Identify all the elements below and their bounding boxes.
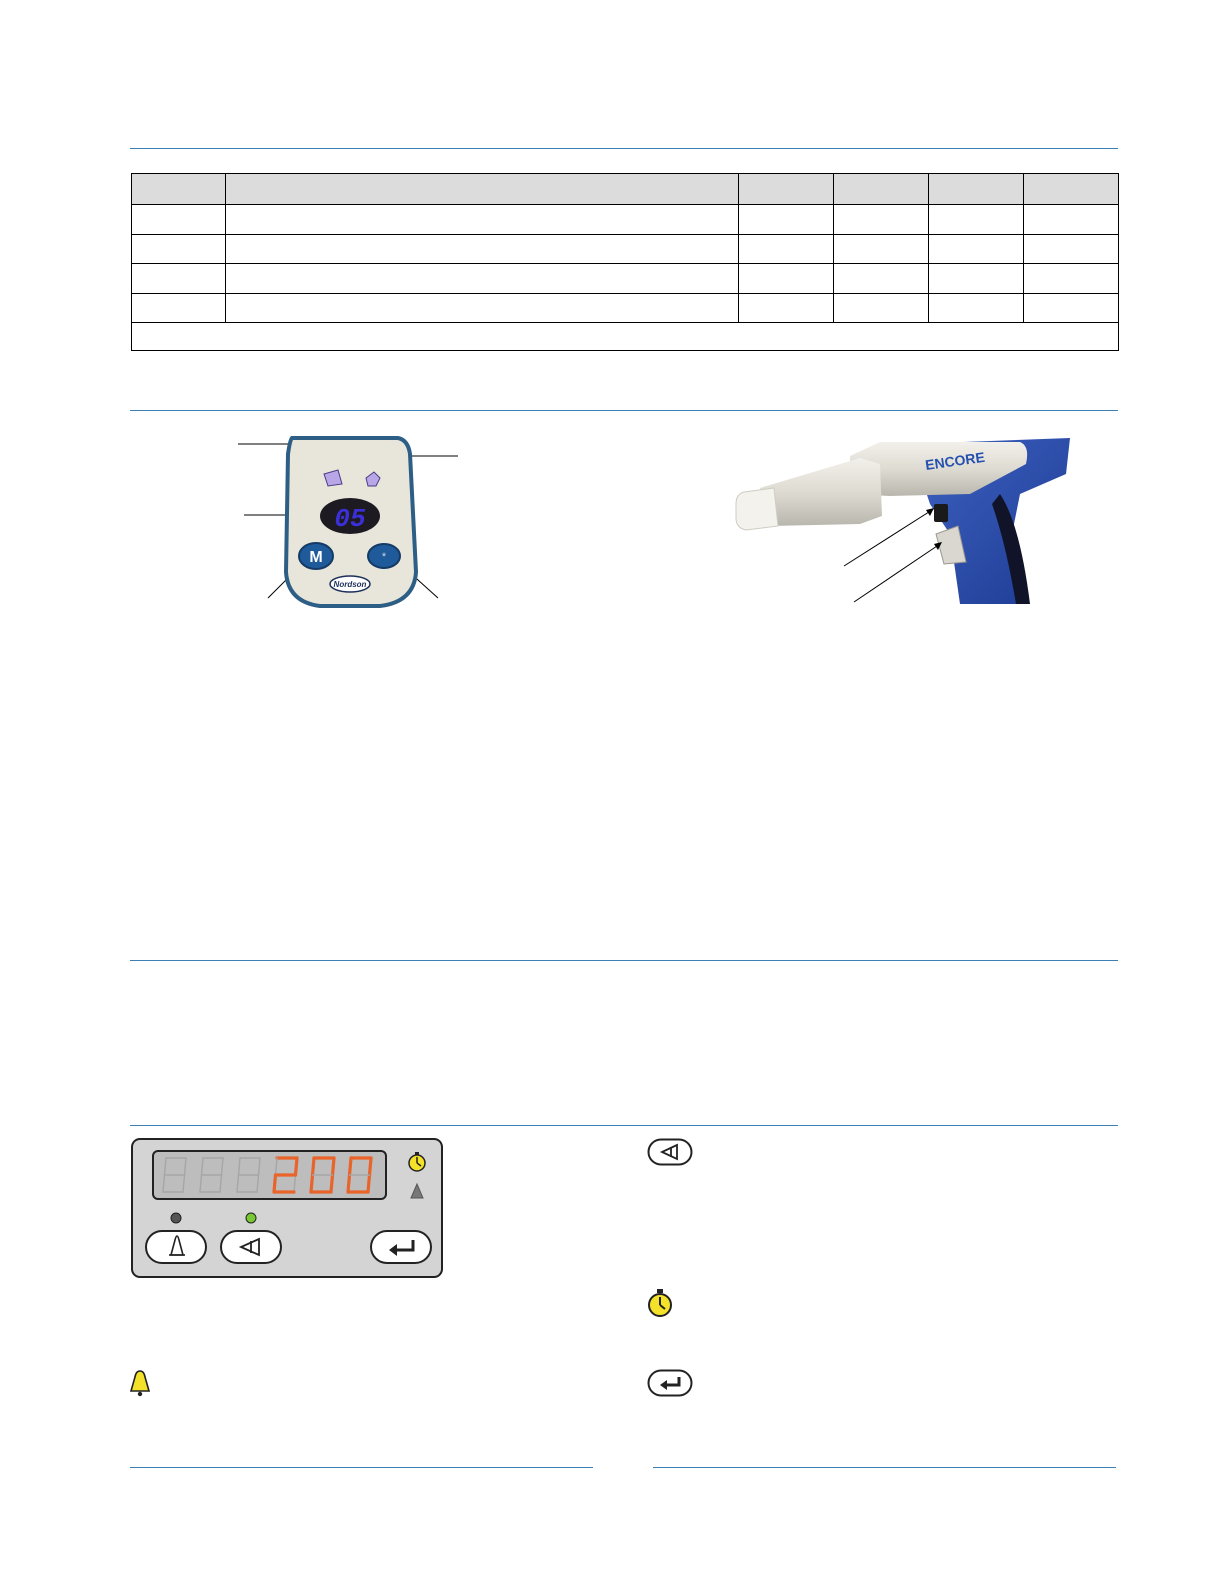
alarm-led bbox=[171, 1213, 181, 1223]
table-cell bbox=[834, 293, 929, 323]
table-cell bbox=[1024, 234, 1119, 264]
table-row bbox=[132, 264, 1119, 294]
table-cell bbox=[225, 234, 738, 264]
table-cell bbox=[132, 234, 226, 264]
gun-nozzle bbox=[736, 488, 778, 530]
section-rule bbox=[130, 1125, 1118, 1126]
table-cell bbox=[834, 234, 929, 264]
spray-gun-illustration bbox=[730, 434, 1080, 609]
table-cell bbox=[225, 205, 738, 235]
alarm-bell-icon bbox=[128, 1369, 152, 1397]
manual-trigger-key-icon bbox=[647, 1138, 693, 1166]
table-cell bbox=[1024, 205, 1119, 235]
enter-key-icon bbox=[647, 1369, 693, 1397]
table-header-cell bbox=[225, 174, 738, 205]
table-cell bbox=[739, 205, 834, 235]
controller-panel bbox=[131, 1138, 443, 1278]
enter-key[interactable] bbox=[371, 1231, 431, 1263]
gun-readout-text: 05 bbox=[334, 504, 366, 534]
section-rule bbox=[130, 148, 1118, 149]
digit-segment bbox=[274, 1175, 276, 1192]
section-rule bbox=[130, 410, 1118, 411]
digit-segment bbox=[333, 1158, 335, 1175]
table-header-cell bbox=[929, 174, 1024, 205]
digit-segment bbox=[370, 1158, 372, 1175]
table-cell bbox=[739, 234, 834, 264]
gun-brand-text: ENCORE bbox=[924, 448, 986, 473]
manual-key[interactable] bbox=[221, 1231, 281, 1263]
table-footer-row bbox=[132, 323, 1119, 351]
table-cell bbox=[739, 264, 834, 294]
digit-segment bbox=[296, 1158, 298, 1175]
data-table bbox=[131, 173, 1119, 351]
table-cell bbox=[132, 293, 226, 323]
table-cell bbox=[739, 293, 834, 323]
table-row bbox=[132, 205, 1119, 235]
table-cell bbox=[132, 205, 226, 235]
table-cell bbox=[225, 293, 738, 323]
timer-icon bbox=[646, 1288, 674, 1318]
alarm-key[interactable] bbox=[146, 1231, 206, 1263]
table-cell bbox=[834, 264, 929, 294]
table-cell bbox=[834, 205, 929, 235]
table-cell bbox=[1024, 264, 1119, 294]
digit-segment bbox=[348, 1175, 350, 1192]
table-cell bbox=[1024, 293, 1119, 323]
table-row bbox=[132, 293, 1119, 323]
digit-segment bbox=[311, 1175, 313, 1192]
table-header-cell bbox=[739, 174, 834, 205]
table-row bbox=[132, 234, 1119, 264]
table-cell bbox=[225, 264, 738, 294]
mode-button-label: M bbox=[309, 549, 323, 566]
gun-trigger-button[interactable] bbox=[934, 504, 948, 522]
gun-display-illustration bbox=[230, 432, 470, 612]
nordson-logo-text: Nordson bbox=[333, 580, 367, 589]
table-header-row bbox=[132, 174, 1119, 205]
manual-led bbox=[246, 1213, 256, 1223]
footer-rule-left bbox=[130, 1467, 593, 1468]
digit-segment bbox=[313, 1158, 315, 1175]
section-rule bbox=[130, 960, 1118, 961]
table-header-cell bbox=[132, 174, 226, 205]
digit-segment bbox=[368, 1175, 370, 1192]
digit-segment bbox=[350, 1158, 352, 1175]
digit-segment bbox=[331, 1175, 333, 1192]
table-header-cell bbox=[1024, 174, 1119, 205]
table-footer-cell bbox=[132, 323, 1119, 351]
table-cell bbox=[929, 205, 1024, 235]
gun-barrel bbox=[760, 458, 882, 526]
table-cell bbox=[929, 293, 1024, 323]
table-cell bbox=[929, 234, 1024, 264]
controller-panel-graphic bbox=[131, 1138, 443, 1278]
footer-rule-right bbox=[653, 1467, 1116, 1468]
select-button-icon: * bbox=[381, 551, 387, 563]
table-cell bbox=[929, 264, 1024, 294]
table-cell bbox=[132, 264, 226, 294]
table-header-cell bbox=[834, 174, 929, 205]
